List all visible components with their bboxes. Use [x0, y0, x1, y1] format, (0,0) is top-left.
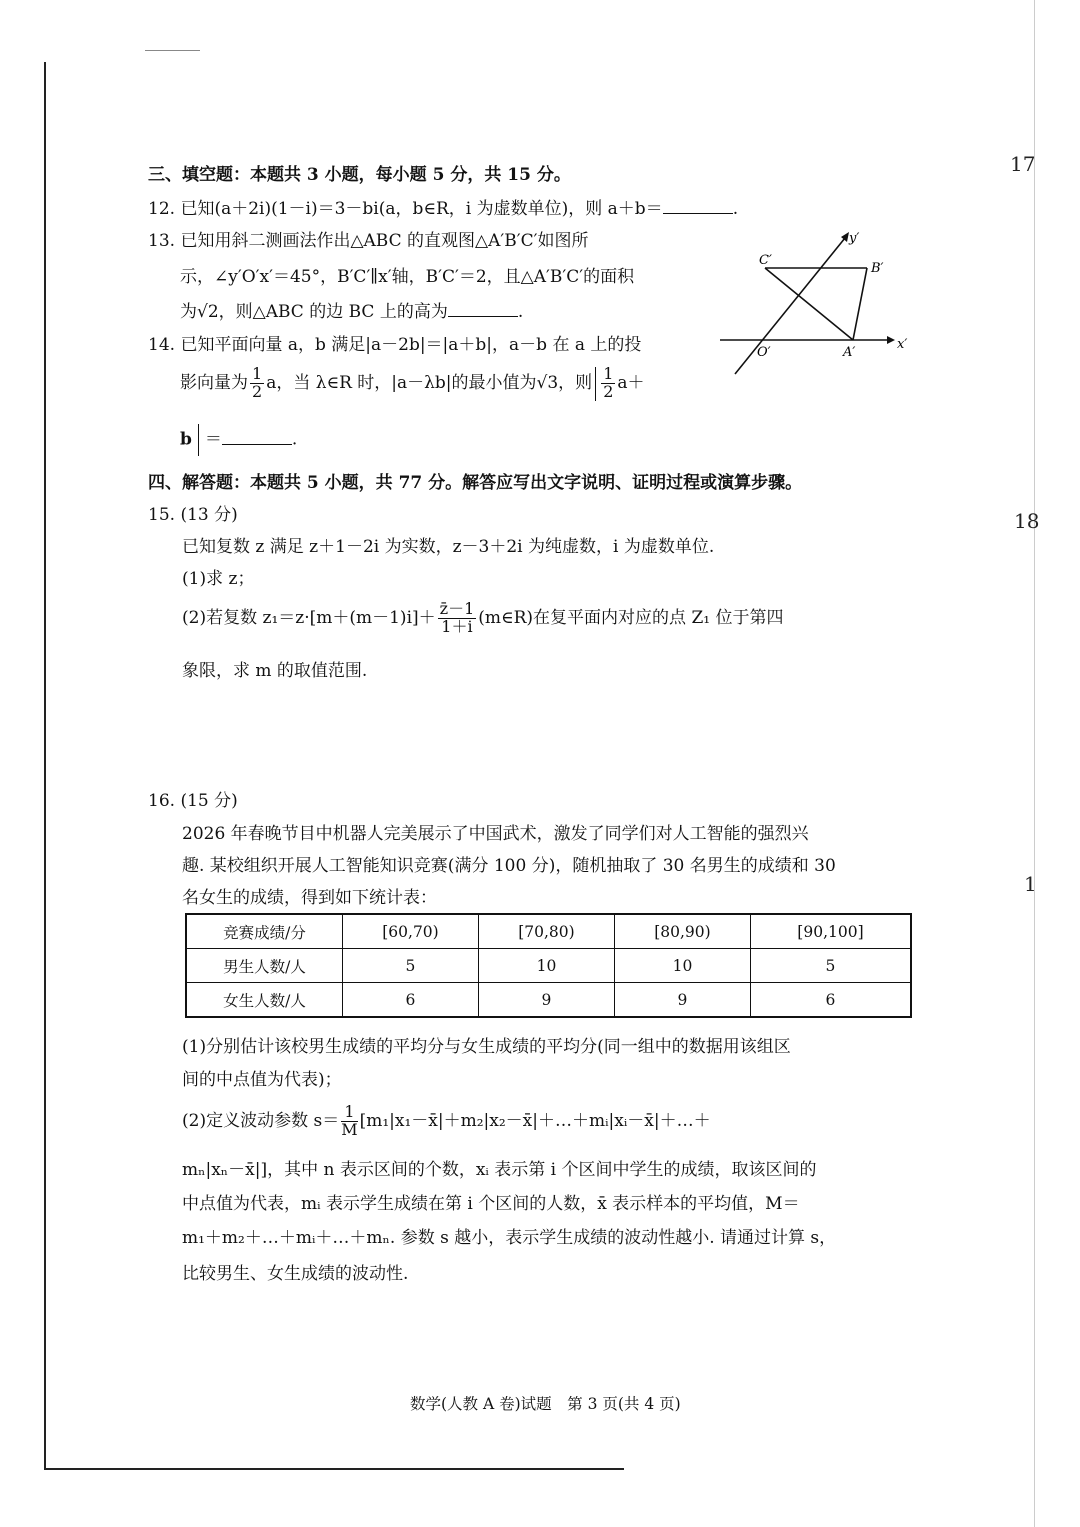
table-header-cell: [70,80): [478, 914, 614, 949]
left-border-line: [44, 62, 46, 1470]
fraction-denominator-2: 2: [603, 382, 614, 401]
table-header-cell: [60,70): [343, 914, 479, 949]
question-16-part2-post: [m₁|x₁－x̄|＋m₂|x₂－x̄|＋…＋mᵢ|xᵢ－x̄|＋…＋: [359, 1111, 711, 1131]
table-row: [186, 949, 911, 983]
question-16-part2-line2: mₙ|xₙ－x̄|]，其中 n 表示区间的个数，xᵢ 表示第 i 个区间中学生的成绩，取该区间的: [182, 1160, 817, 1180]
question-15-part2: [182, 596, 783, 640]
question-15-part2-post: (m∈R)在复平面内对应的点 Z₁ 位于第四: [478, 608, 784, 628]
oblique-projection-figure: [705, 222, 935, 392]
label-o-prime: O′: [757, 345, 771, 360]
question-15-part1: (1)求 z；: [182, 569, 255, 589]
score-statistics-table: [185, 913, 912, 1018]
side-b-a: [853, 268, 867, 340]
question-16-stem-line1: 2026 年春晚节目中机器人完美展示了中国武术，激发了同学们对人工智能的强烈兴: [182, 824, 809, 844]
question-16-part1-line2: 间的中点值为代表)；: [182, 1070, 342, 1090]
question-14-line2-pre: 影向量为: [180, 373, 248, 393]
table-cell: 9: [478, 983, 614, 1018]
question-16-stem-line2: 趣. 某校组织开展人工智能知识竞赛(满分 100 分)，随机抽取了 30 名男生的成绩和 30: [182, 856, 836, 876]
question-13-end: .: [517, 302, 524, 322]
equals-sign: ＝: [204, 429, 222, 450]
question-12-end: .: [732, 199, 739, 219]
fraction-one-over-m-den: M: [341, 1120, 358, 1139]
question-15-part2-line2: 象限，求 m 的取值范围.: [182, 661, 368, 681]
top-scribble-mark: [145, 50, 200, 51]
label-y-prime: y′: [849, 231, 860, 246]
fraction-conj-z-num: z̄－1: [439, 599, 475, 619]
table-cell: 9: [614, 983, 750, 1018]
table-header-cell: 竞赛成绩/分: [186, 914, 343, 949]
vector-b: b: [180, 429, 192, 450]
page-footer: 数学(人教 A 卷)试题 第 3 页(共 4 页): [410, 1395, 681, 1413]
question-14-end: .: [291, 429, 298, 450]
answer-blank-13[interactable]: [448, 302, 518, 317]
question-15-stem: 已知复数 z 满足 z＋1－2i 为实数，z－3＋2i 为纯虚数，i 为虚数单位.: [182, 537, 715, 557]
question-14-line2: [180, 362, 645, 404]
question-16-part1-line1: (1)分别估计该校男生成绩的平均分与女生成绩的平均分(同一组中的数据用该组区: [182, 1037, 791, 1057]
label-x-prime: x′: [897, 337, 908, 352]
section-4-header: 四、解答题：本题共 5 小题，共 77 分。解答应写出文字说明、证明过程或演算步骤。: [148, 473, 803, 493]
question-12: [148, 194, 738, 219]
table-header-cell: [80,90): [614, 914, 750, 949]
answer-blank-12[interactable]: [663, 199, 733, 214]
question-16-part2-line5: 比较男生、女生成绩的波动性.: [182, 1264, 409, 1284]
right-edge-line: [1034, 0, 1035, 1527]
question-13-line1: 13. 已知用斜二测画法作出△ABC 的直观图△A′B′C′如图所: [148, 231, 589, 251]
label-c-prime: C′: [759, 253, 772, 268]
fraction-one-over-m: [341, 1104, 357, 1139]
table-cell: 5: [343, 949, 479, 983]
side-c-a: [765, 268, 853, 340]
answer-blank-14[interactable]: [222, 430, 292, 445]
question-15-title: 15. (13 分): [148, 505, 238, 525]
question-13-line3: [180, 297, 523, 322]
question-16-part2-line3: 中点值为代表，mᵢ 表示学生成绩在第 i 个区间的人数，x̄ 表示样本的平均值，M＝: [182, 1194, 800, 1214]
bottom-border-line: [44, 1468, 624, 1470]
margin-number-1: 1: [1024, 872, 1037, 896]
table-cell: 女生人数/人: [186, 983, 343, 1018]
table-cell: 5: [750, 949, 911, 983]
x-axis-arrow: [887, 336, 895, 344]
table-cell: 男生人数/人: [186, 949, 343, 983]
question-16-title: 16. (15 分): [148, 791, 238, 811]
question-13-line2: 示，∠y′O′x′＝45°，B′C′∥x′轴，B′C′＝2，且△A′B′C′的面积: [180, 267, 635, 287]
fraction-one-half-2: [601, 366, 615, 401]
question-15-part2-pre: (2)若复数 z₁＝z·[m＋(m－1)i]＋: [182, 608, 436, 628]
question-16-part2: [182, 1098, 711, 1144]
margin-number-17: 17: [1010, 152, 1036, 176]
question-14-line2-end: a＋: [617, 373, 645, 393]
fraction-denominator: 2: [252, 382, 263, 401]
table-cell: 6: [750, 983, 911, 1018]
fraction-numerator-2: 1: [603, 364, 614, 384]
table-row: [186, 983, 911, 1018]
question-14-line1: 14. 已知平面向量 a，b 满足|a－2b|＝|a＋b|，a－b 在 a 上的投: [148, 335, 642, 355]
fraction-numerator: 1: [252, 364, 263, 384]
fraction-one-half: [250, 366, 264, 401]
fraction-conj-z: [438, 601, 477, 636]
table-header-row: [186, 914, 911, 949]
table-cell: 6: [343, 983, 479, 1018]
question-13-line3-text: 为√2，则△ABC 的边 BC 上的高为: [180, 302, 448, 322]
y-prime-axis: [735, 238, 845, 374]
table-cell: 10: [478, 949, 614, 983]
question-14-line2-mid: a，当 λ∈R 时，|a－λb|的最小值为√3，则: [266, 373, 593, 393]
section-3-header: 三、填空题：本题共 3 小题，每小题 5 分，共 15 分。: [148, 165, 571, 185]
table-header-cell: [90,100]: [750, 914, 911, 949]
question-16-stem-line3: 名女生的成绩，得到如下统计表：: [182, 888, 437, 908]
label-a-prime: A′: [843, 345, 856, 360]
fraction-conj-z-den: 1＋i: [441, 617, 473, 636]
label-b-prime: B′: [871, 261, 884, 276]
margin-number-18: 18: [1014, 509, 1040, 533]
question-12-text: 12. 已知(a＋2i)(1－i)＝3－bi(a，b∈R，i 为虚数单位)，则 a＋b＝: [148, 199, 663, 219]
fraction-one-over-m-num: 1: [341, 1104, 357, 1122]
question-16-part2-pre: (2)定义波动参数 s＝: [182, 1111, 340, 1131]
question-14-line3: [180, 424, 297, 456]
table-cell: 10: [614, 949, 750, 983]
question-16-part2-line4: m₁＋m₂＋…＋mᵢ＋…＋mₙ. 参数 s 越小，表示学生成绩的波动性越小. 请通过计算 s，: [182, 1228, 837, 1248]
